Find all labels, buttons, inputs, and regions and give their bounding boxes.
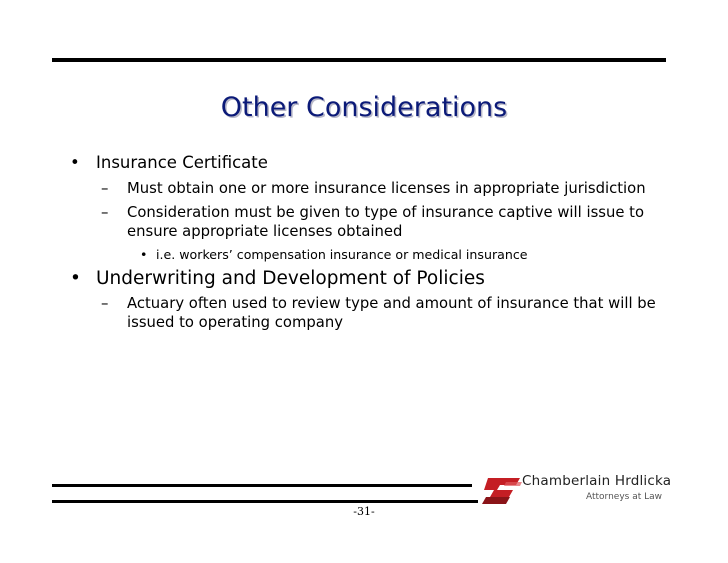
sub-bullet-licenses: Must obtain one or more insurance licenses in appropriate jurisdiction <box>127 180 646 197</box>
bullet-marker: • <box>70 268 81 289</box>
sub-bullet-actuary: Actuary often used to review type and amount of insurance that will be <box>127 295 656 312</box>
bottom-rule-upper <box>52 484 472 487</box>
dash-marker: – <box>101 295 109 312</box>
logo-tagline: Attorneys at Law <box>585 492 662 502</box>
bullet-underwriting: Underwriting and Development of Policies <box>96 268 485 289</box>
sub-bullet-actuary-cont: issued to operating company <box>127 314 343 331</box>
sub-sub-bullet-example: i.e. workers’ compensation insurance or medical insurance <box>156 247 528 262</box>
dash-marker: – <box>101 204 109 221</box>
page-number: -31- <box>353 505 375 518</box>
bullet-marker: • <box>70 153 80 172</box>
slide-title: Other Considerations <box>220 92 508 123</box>
sub-sub-marker: • <box>140 247 148 262</box>
logo-firm-name: Chamberlain Hrdlicka <box>522 473 672 489</box>
bullet-insurance-certificate: Insurance Certificate <box>96 153 268 172</box>
sub-bullet-consideration-cont: ensure appropriate licenses obtained <box>127 223 403 240</box>
sub-bullet-consideration: Consideration must be given to type of insurance captive will issue to <box>127 204 645 221</box>
firm-logo-mark-icon <box>480 470 524 510</box>
dash-marker: – <box>101 180 109 197</box>
firm-logo <box>478 470 674 510</box>
